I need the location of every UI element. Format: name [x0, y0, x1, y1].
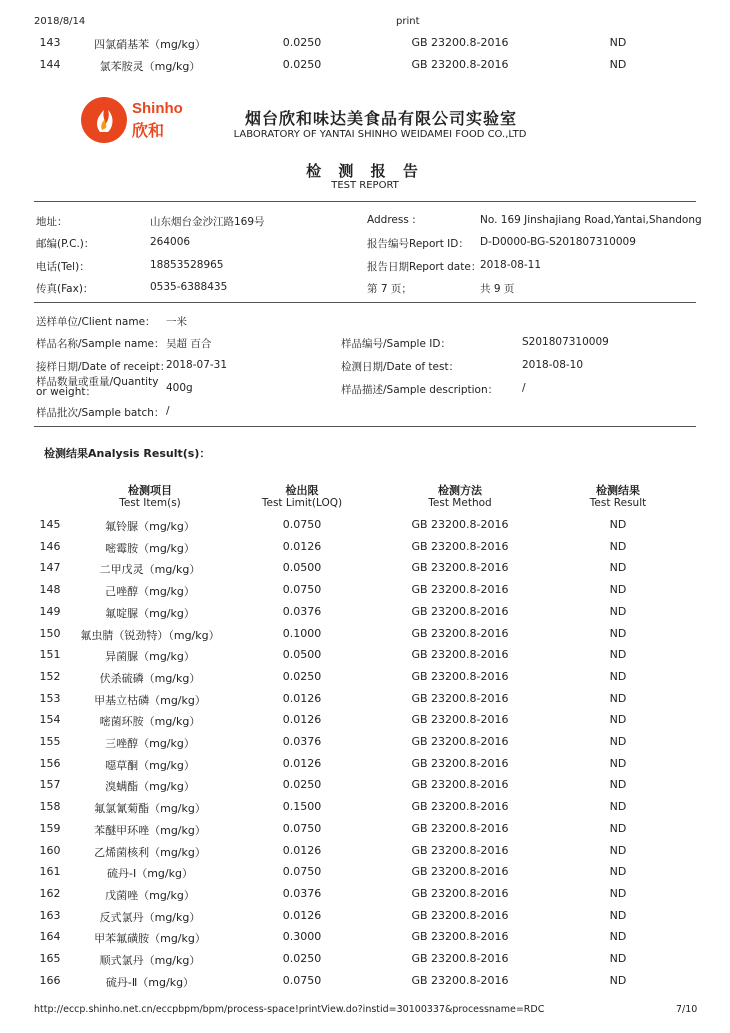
table-row — [0, 800, 730, 820]
header-loq-en: Test Limit(LOQ) — [261, 497, 343, 509]
row-item: 甲苯氟磺胺（mg/kg） — [94, 932, 206, 946]
row-result: ND — [609, 930, 627, 944]
row-result: ND — [609, 865, 627, 879]
row-loq: 0.0126 — [282, 691, 322, 705]
header-item-cn: 检测项目 — [128, 484, 172, 497]
report-title-en: TEST REPORT — [331, 180, 399, 191]
row-number: 145 — [39, 518, 61, 531]
row-loq: 0.0500 — [282, 561, 322, 575]
table-row — [0, 930, 730, 950]
report-title-cn: 检 测 报 告 — [306, 162, 424, 180]
row-method: GB 23200.8-2016 — [411, 626, 509, 640]
row-method: GB 23200.8-2016 — [411, 648, 509, 662]
test-date-value: 2018-08-10 — [522, 359, 584, 371]
table-row — [0, 692, 730, 712]
row-method: GB 23200.8-2016 — [411, 973, 509, 987]
row-result: ND — [609, 691, 627, 705]
table-row — [0, 627, 730, 647]
table-row — [0, 540, 730, 560]
header-loq-cn: 检出限 — [285, 484, 319, 497]
table-row — [0, 974, 730, 994]
print-title: print — [396, 16, 420, 27]
sample-name-label: 样品名称/Sample name： — [36, 338, 165, 350]
divider — [34, 302, 696, 303]
row-result: ND — [609, 778, 627, 792]
row-item: 氟铃脲（mg/kg） — [105, 520, 195, 533]
header-method-en: Test Method — [428, 497, 492, 509]
row-number: 152 — [39, 669, 61, 683]
description-label: 样品描述/Sample description： — [341, 384, 499, 396]
row-item: 伏杀硫磷（mg/kg） — [99, 671, 201, 685]
table-row — [0, 844, 730, 864]
address-value: 山东烟台金沙江路169号 — [150, 216, 265, 228]
row-item: 氟啶脲（mg/kg） — [105, 606, 195, 620]
row-item: 甲基立枯磷（mg/kg） — [94, 693, 206, 707]
row-item: 氟虫腈（锐劲特）（mg/kg） — [80, 628, 220, 642]
table-row — [0, 778, 730, 798]
row-number: 155 — [39, 735, 61, 748]
row-method: GB 23200.8-2016 — [411, 843, 509, 857]
footer-page: 7/10 — [676, 1004, 698, 1015]
row-method: GB 23200.8-2016 — [411, 669, 509, 683]
row-number: 147 — [39, 561, 61, 575]
row-result: ND — [609, 604, 627, 618]
row-result: ND — [609, 952, 627, 965]
table-row — [0, 518, 730, 538]
row-loq: 0.0250 — [282, 952, 322, 965]
row-loq: 0.0750 — [282, 518, 322, 531]
row-number: 151 — [39, 648, 61, 662]
row-result: ND — [609, 561, 627, 575]
table-row — [0, 757, 730, 777]
fax-label: 传真(Fax)： — [36, 283, 94, 295]
tel-value: 18853528965 — [150, 259, 224, 271]
row-result: ND — [609, 626, 627, 640]
row-number: 164 — [39, 930, 61, 944]
sample-id-value: S201807310009 — [522, 336, 609, 348]
row-item: 溴螨酯（mg/kg） — [105, 780, 195, 794]
row-number: 159 — [39, 821, 61, 835]
row-number: 158 — [39, 800, 61, 814]
row-number: 150 — [39, 626, 61, 640]
row-method: GB 23200.8-2016 — [411, 930, 509, 944]
table-row — [0, 735, 730, 755]
row-item: 己唑醇（mg/kg） — [105, 585, 195, 599]
logo-brand-en: Shinho — [132, 100, 183, 117]
tel-label: 电话(Tel)： — [36, 261, 90, 273]
table-row — [0, 605, 730, 625]
row-loq: 0.0126 — [282, 756, 322, 770]
row-loq: 0.0250 — [282, 778, 322, 792]
table-row — [0, 561, 730, 581]
row-item: 异菌脲（mg/kg） — [105, 650, 195, 664]
row-method: GB 23200.8-2016 — [411, 735, 509, 748]
row-method: GB 23200.8-2016 — [411, 58, 509, 71]
row-number: 149 — [39, 604, 61, 618]
quantity-label-2: or weight： — [36, 386, 96, 398]
row-result: ND — [609, 735, 627, 748]
header-result-cn: 检测结果 — [596, 484, 640, 497]
address-label: 地址： — [36, 216, 68, 228]
table-row — [0, 887, 730, 907]
row-number: 148 — [39, 583, 61, 597]
row-item: 嘧霉胺（mg/kg） — [105, 541, 195, 555]
row-method: GB 23200.8-2016 — [411, 778, 509, 792]
row-loq: 0.0250 — [282, 58, 322, 71]
batch-label: 样品批次/Sample batch： — [36, 407, 165, 419]
row-result: ND — [609, 518, 627, 531]
row-method: GB 23200.8-2016 — [411, 756, 509, 770]
row-result: ND — [609, 821, 627, 835]
quantity-value: 400g — [166, 382, 193, 394]
row-number: 146 — [39, 539, 61, 553]
row-loq: 0.3000 — [282, 930, 322, 944]
row-loq: 0.0126 — [282, 843, 322, 857]
table-row — [0, 909, 730, 929]
row-loq: 0.0250 — [282, 669, 322, 683]
row-result: ND — [609, 756, 627, 770]
row-item: 四氯硝基苯（mg/kg） — [94, 38, 206, 51]
table-row — [0, 865, 730, 885]
description-value: / — [522, 382, 526, 394]
postcode-label: 邮编(P.C.)： — [36, 238, 95, 250]
sample-id-label: 样品编号/Sample ID： — [341, 338, 451, 350]
logo-mark-icon — [80, 96, 128, 144]
row-item: 三唑醇（mg/kg） — [105, 737, 195, 750]
row-method: GB 23200.8-2016 — [411, 583, 509, 597]
row-item: 嘧菌环胺（mg/kg） — [99, 715, 201, 729]
row-loq: 0.0376 — [282, 604, 322, 618]
row-result: ND — [609, 583, 627, 597]
row-method: GB 23200.8-2016 — [411, 821, 509, 835]
row-loq: 0.1000 — [282, 626, 322, 640]
fax-value: 0535-6388435 — [150, 281, 228, 293]
row-number: 166 — [39, 973, 61, 987]
row-number: 160 — [39, 843, 61, 857]
divider — [34, 201, 696, 202]
report-date-label: 报告日期Report date： — [367, 261, 482, 273]
report-id-value: D-D0000-BG-S201807310009 — [480, 236, 636, 248]
row-method: GB 23200.8-2016 — [411, 604, 509, 618]
row-result: ND — [609, 800, 627, 814]
row-result: ND — [609, 713, 627, 727]
client-value: 一米 — [166, 316, 187, 328]
report-date-value: 2018-08-11 — [480, 259, 542, 271]
lab-name-cn: 烟台欣和味达美食品有限公司实验室 — [244, 109, 517, 128]
row-number: 165 — [39, 952, 61, 965]
row-method: GB 23200.8-2016 — [411, 561, 509, 575]
table-row — [0, 670, 730, 690]
batch-value: / — [166, 405, 170, 417]
header-item-en: Test Item(s) — [119, 497, 181, 509]
row-method: GB 23200.8-2016 — [411, 36, 509, 49]
row-item: 苯醚甲环唑（mg/kg） — [94, 823, 206, 837]
receipt-date-value: 2018-07-31 — [166, 359, 228, 371]
row-result: ND — [609, 58, 627, 71]
row-number: 154 — [39, 713, 61, 727]
row-result: ND — [609, 973, 627, 987]
row-result: ND — [609, 36, 627, 49]
print-date: 2018/8/14 — [34, 16, 86, 27]
test-date-label: 检测日期/Date of test： — [341, 361, 460, 373]
report-id-label: 报告编号Report ID： — [367, 238, 469, 250]
page-total: 共 9 页 — [480, 283, 515, 295]
row-method: GB 23200.8-2016 — [411, 886, 509, 900]
row-item: 硫丹-Ⅱ（mg/kg） — [105, 975, 195, 989]
row-item: 顺式氯丹（mg/kg） — [99, 954, 201, 967]
row-loq: 0.0750 — [282, 865, 322, 879]
row-item: 氟氯氰菊酯（mg/kg） — [94, 802, 206, 816]
row-method: GB 23200.8-2016 — [411, 908, 509, 922]
table-row — [0, 583, 730, 603]
row-item: 硫丹-Ⅰ（mg/kg） — [107, 867, 193, 881]
header-result-en: Test Result — [589, 497, 647, 509]
row-result: ND — [609, 886, 627, 900]
receipt-date-label: 接样日期/Date of receipt： — [36, 361, 171, 373]
sample-name-value: 吴超 百合 — [166, 338, 212, 350]
row-loq: 0.0750 — [282, 973, 322, 987]
row-result: ND — [609, 669, 627, 683]
row-loq: 0.0250 — [282, 36, 322, 49]
row-number: 162 — [39, 886, 61, 900]
row-result: ND — [609, 648, 627, 662]
row-number: 153 — [39, 691, 61, 705]
row-method: GB 23200.8-2016 — [411, 800, 509, 814]
row-loq: 0.0126 — [282, 713, 322, 727]
row-loq: 0.0750 — [282, 821, 322, 835]
row-item: 二甲戊灵（mg/kg） — [99, 563, 201, 577]
lab-name-en: LABORATORY OF YANTAI SHINHO WEIDAMEI FOOD CO.,LTD — [233, 129, 527, 140]
row-result: ND — [609, 908, 627, 922]
row-loq: 0.0750 — [282, 583, 322, 597]
row-loq: 0.0500 — [282, 648, 322, 662]
row-loq: 0.0376 — [282, 735, 322, 748]
address-en-value: No. 169 Jinshajiang Road,Yantai,Shandong — [480, 214, 702, 226]
row-item: 戊菌唑（mg/kg） — [105, 888, 195, 902]
address-en-label: Address : — [367, 214, 416, 226]
row-number: 157 — [39, 778, 61, 792]
row-result: ND — [609, 539, 627, 553]
header-method-cn: 检测方法 — [438, 484, 482, 497]
page-number-label: 第 7 页； — [367, 283, 412, 295]
row-number: 163 — [39, 908, 61, 922]
row-result: ND — [609, 843, 627, 857]
row-loq: 0.0376 — [282, 886, 322, 900]
logo-brand-cn: 欣和 — [132, 121, 165, 140]
row-method: GB 23200.8-2016 — [411, 713, 509, 727]
table-row — [0, 952, 730, 972]
row-method: GB 23200.8-2016 — [411, 865, 509, 879]
row-number: 143 — [39, 36, 61, 49]
row-number: 156 — [39, 756, 61, 770]
row-number: 161 — [39, 865, 61, 879]
footer-url: http://eccp.shinho.net.cn/eccpbpm/bpm/process-space!printView.do?instid=30100337&processname=RDC — [34, 1004, 545, 1015]
row-method: GB 23200.8-2016 — [411, 518, 509, 531]
table-row — [0, 648, 730, 668]
table-row — [0, 822, 730, 842]
row-method: GB 23200.8-2016 — [411, 952, 509, 965]
row-loq: 0.1500 — [282, 800, 322, 814]
row-loq: 0.0126 — [282, 539, 322, 553]
analysis-title: 检测结果Analysis Result(s)： — [44, 447, 211, 460]
table-row — [0, 36, 730, 56]
shinho-logo — [80, 96, 190, 144]
client-label: 送样单位/Client name： — [36, 316, 156, 328]
row-item: 氯苯胺灵（mg/kg） — [99, 60, 201, 73]
row-loq: 0.0126 — [282, 908, 322, 922]
row-item: 噁草酮（mg/kg） — [105, 758, 195, 772]
row-item: 乙烯菌核利（mg/kg） — [94, 845, 206, 859]
row-method: GB 23200.8-2016 — [411, 539, 509, 553]
divider — [34, 426, 696, 427]
table-row — [0, 713, 730, 733]
row-method: GB 23200.8-2016 — [411, 691, 509, 705]
quantity-label-1: 样品数量或重量/Quantity — [36, 376, 159, 388]
row-number: 144 — [39, 58, 61, 71]
postcode-value: 264006 — [150, 236, 191, 248]
row-item: 反式氯丹（mg/kg） — [99, 910, 201, 924]
table-row — [0, 58, 730, 78]
